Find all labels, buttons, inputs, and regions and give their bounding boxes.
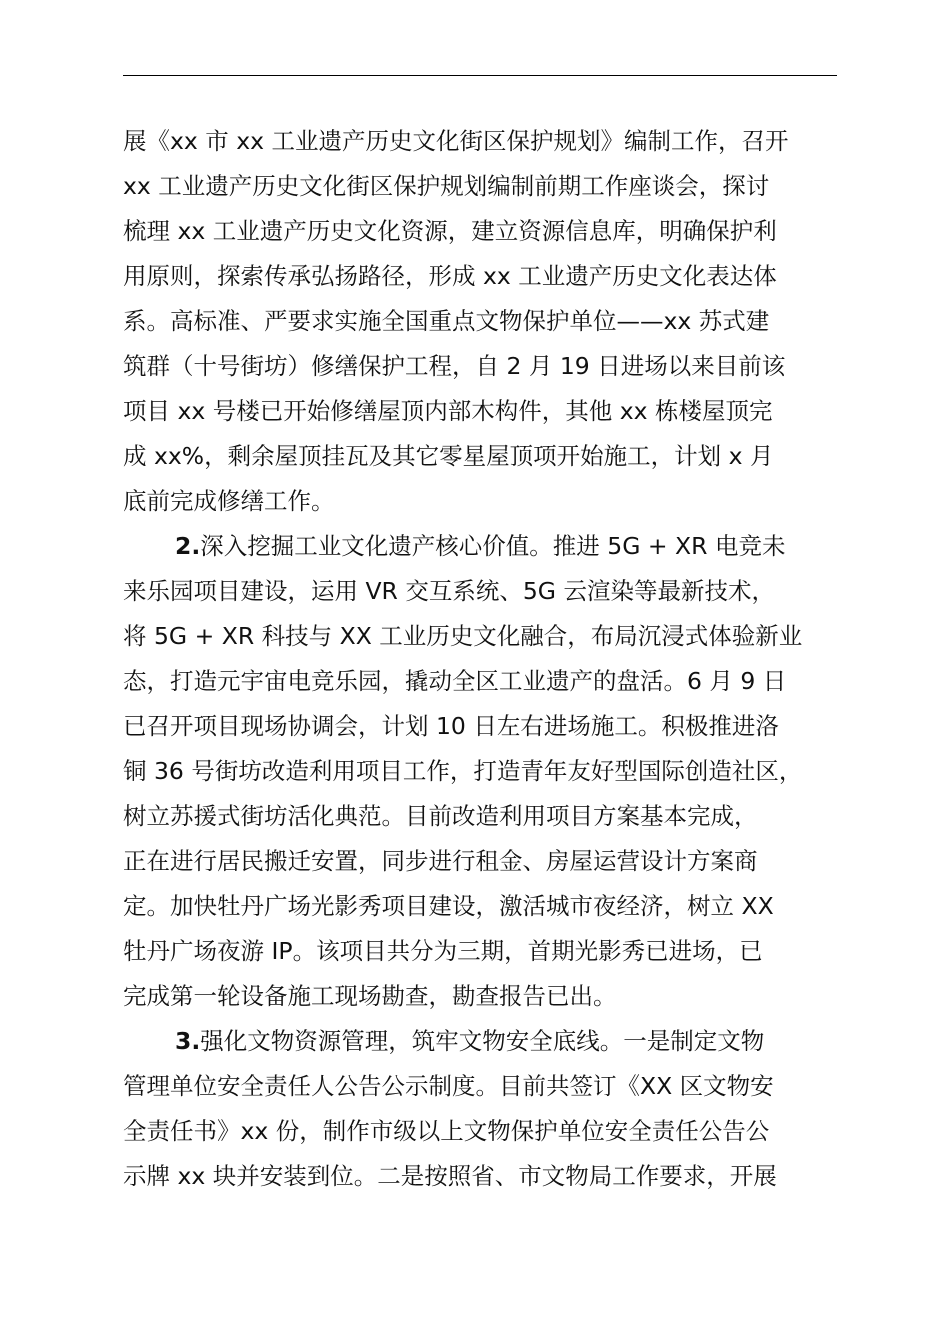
paragraph-line: 树立苏援式街坊活化典范。目前改造利用项目方案基本完成， <box>123 802 758 830</box>
paragraph-line: 铜 36 号街坊改造利用项目工作，打造青年友好型国际创造社区， <box>123 757 803 785</box>
paragraph-number: 2. <box>175 532 201 560</box>
paragraph-line: 项目 xx 号楼已开始修缮屋顶内部木构件，其他 xx 栋楼屋顶完 <box>123 397 773 425</box>
paragraph-line: 系。高标准、严要求实施全国重点文物保护单位——xx 苏式建 <box>123 307 770 335</box>
paragraph-2-first-line <box>175 524 855 569</box>
paragraph-line: 已召开项目现场协调会，计划 10 日左右进场施工。积极推进洛 <box>123 712 779 740</box>
paragraph-line: 态，打造元宇宙电竞乐园，撬动全区工业遗产的盘活。6 月 9 日 <box>123 667 787 695</box>
paragraph-line: 管理单位安全责任人公告公示制度。目前共签订《XX 区文物安 <box>123 1072 774 1100</box>
paragraph-number: 3. <box>175 1027 201 1055</box>
paragraph-line: 正在进行居民搬迁安置，同步进行租金、房屋运营设计方案商 <box>123 847 758 875</box>
paragraph-line: 筑群（十号街坊）修缮保护工程，自 2 月 19 日进场以来目前该 <box>123 352 786 380</box>
paragraph-line: 全责任书》xx 份，制作市级以上文物保护单位安全责任公告公 <box>123 1117 770 1145</box>
paragraph-3-first-line <box>175 1019 855 1064</box>
paragraph-line: 底前完成修缮工作。 <box>123 487 335 515</box>
paragraph-line: xx 工业遗产历史文化街区保护规划编制前期工作座谈会，探讨 <box>123 172 770 200</box>
paragraph-line: 完成第一轮设备施工现场勘查，勘查报告已出。 <box>123 982 617 1010</box>
paragraph-line: 将 5G + XR 科技与 XX 工业历史文化融合，布局沉浸式体验新业 <box>123 622 803 650</box>
paragraph-heading-text: 强化文物资源管理，筑牢文物安全底线。一是制定文物 <box>200 1027 765 1055</box>
paragraph-heading-text: 深入挖掘工业文化遗产核心价值。推进 5G + XR 电竞未 <box>200 532 786 560</box>
paragraph-line: 定。加快牡丹广场光影秀项目建设，激活城市夜经济，树立 XX <box>123 892 774 920</box>
paragraph-line: 来乐园项目建设，运用 VR 交互系统、5G 云渲染等最新技术， <box>123 577 775 605</box>
paragraph-line: 展《xx 市 xx 工业遗产历史文化街区保护规划》编制工作，召开 <box>123 127 789 155</box>
paragraph-line: 梳理 xx 工业遗产历史文化资源，建立资源信息库，明确保护利 <box>123 217 777 245</box>
header-rule <box>123 75 837 76</box>
paragraph-line: 示牌 xx 块并安装到位。二是按照省、市文物局工作要求，开展 <box>123 1162 777 1190</box>
paragraph-line: 用原则，探索传承弘扬路径，形成 xx 工业遗产历史文化表达体 <box>123 262 777 290</box>
paragraph-line: 成 xx%，剩余屋顶挂瓦及其它零星屋顶项开始施工，计划 x 月 <box>123 442 774 470</box>
paragraph-line: 牡丹广场夜游 IP。该项目共分为三期，首期光影秀已进场，已 <box>123 937 763 965</box>
